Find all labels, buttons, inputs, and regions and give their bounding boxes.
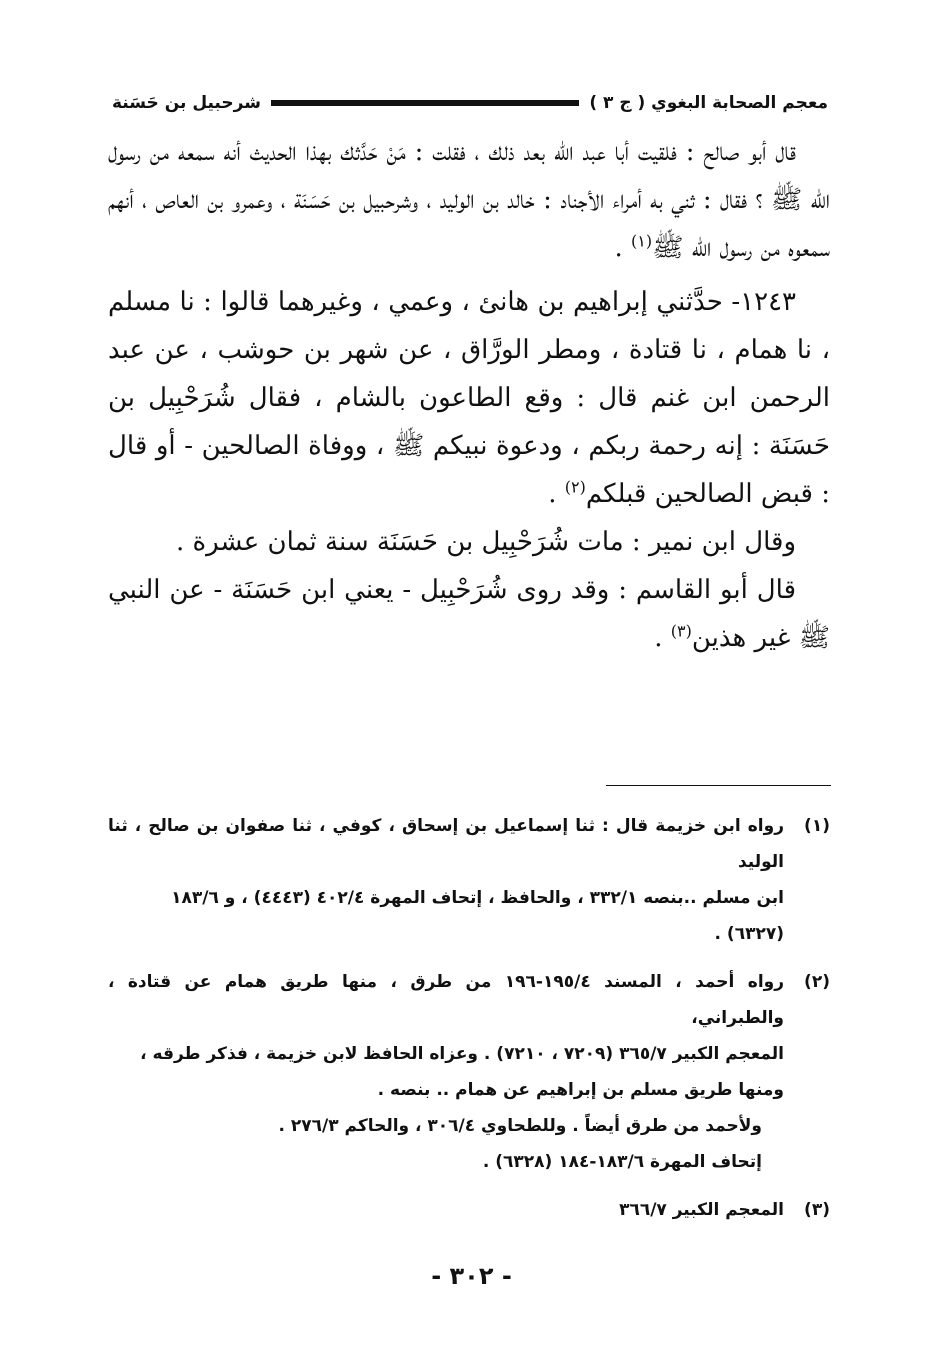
- paragraph-3: وقال ابن نمير : مات شُرَحْبِيل بن حَسَنَة سنة ثمان عشرة .: [176, 527, 796, 557]
- footnote-line: ولأحمد من طرق أيضاً . وللطحاوي ٣٠٦/٤ ، والحاكم ٢٧٦/٣ .: [278, 1116, 762, 1136]
- paragraph-4: [108, 566, 830, 662]
- footnote-ref-2[interactable]: (٢): [564, 477, 586, 497]
- page-number: - ٣٠٢ -: [431, 1262, 512, 1290]
- paragraph-4-end: .: [654, 623, 671, 653]
- footnote-2: [108, 964, 830, 1180]
- paragraph-1: [108, 128, 830, 272]
- footnote-line: ابن مسلم ..بنصه ٣٣٢/١ ، والحافظ ، إتحاف المهرة ٤٠٢/٤ (٤٤٤٣) ، و ١٨٣/٦: [171, 888, 784, 908]
- footnotes: [108, 808, 830, 1240]
- header-rule: [271, 100, 579, 106]
- footnote-1: [108, 808, 830, 952]
- footnote-line: المعجم الكبير ٣٦٥/٧ (٧٢٠٩ ، ٧٢١٠) . وعزاه الحافظ لابن خزيمة ، فذكر طرقه ،: [140, 1044, 784, 1064]
- header-book-title: معجم الصحابة البغوي ( ج ٣ ): [589, 93, 828, 113]
- footnote-line: ومنها طريق مسلم بن إبراهيم عن همام .. بنصه .: [377, 1080, 784, 1100]
- footnote-ref-1[interactable]: (١): [630, 231, 653, 251]
- running-header: [112, 88, 828, 118]
- footnote-line: إتحاف المهرة ١٨٣/٦-١٨٤ (٦٣٢٨) .: [482, 1152, 762, 1172]
- footnote-number: (١): [804, 816, 830, 836]
- paragraph-1-end: .: [614, 233, 631, 263]
- paragraph-2-end: .: [548, 479, 565, 509]
- footnote-line: رواه ابن خزيمة قال : ثنا إسماعيل بن إسحاق ، كوفي ، ثنا صفوان بن صالح ، ثنا الوليد: [108, 816, 784, 872]
- footnote-line: رواه أحمد ، المسند ١٩٥/٤-١٩٦ من طرق ، منها طريق همام عن قتادة ، والطبراني،: [108, 972, 784, 1028]
- paragraph-2: [108, 278, 830, 518]
- footnote-separator: [606, 785, 831, 786]
- paragraph-2-text: ١٢٤٣- حدَّثني إبراهيم بن هانئ ، وعمي ، وغيرهما قالوا : نا مسلم ، نا همام ، نا قتادة ، ومطر الورَّاق ، عن شهر بن حوشب ، عن عبد الرحمن ابن غنم قال : وقع الطاعون بالشام ، فقال شُرَحْبِيل بن حَسَنَة : إنه رحمة ربكم ، ودعوة نبيكم ﷺ ، ووفاة الصالحين - أو قال : قبض الصالحين قبلكم: [108, 287, 830, 509]
- footnote-number: (٢): [804, 972, 830, 992]
- paragraph-1-text: قال أبو صالح : فلقيت أبا عبد الله بعد ذلك ، فقلت : مَنْ حَدَّثك بهذا الحديث أنه سمعه من رسول الله ﷺ ؟ فقال : ثني به أمراء الأجناد : خالد بن الوليد ، وشرحبيل بن حَسَنَة ، وعمرو بن العاص ، أنهم سمعوه من رسول الله ﷺ: [108, 137, 830, 263]
- footnote-line: (٦٣٢٧) .: [714, 924, 784, 944]
- footnote-number: (٣): [804, 1200, 830, 1220]
- paragraph-4-text: قال أبو القاسم : وقد روى شُرَحْبِيل - يعني ابن حَسَنَة - عن النبي ﷺ غير هذين: [108, 575, 830, 653]
- footnote-3: [108, 1192, 830, 1228]
- footnote-ref-3[interactable]: (٣): [670, 621, 692, 641]
- main-text: [108, 128, 830, 662]
- header-chapter-title: شرحبيل بن حَسَنة: [112, 93, 261, 113]
- footnote-line: المعجم الكبير ٣٦٦/٧: [619, 1200, 784, 1220]
